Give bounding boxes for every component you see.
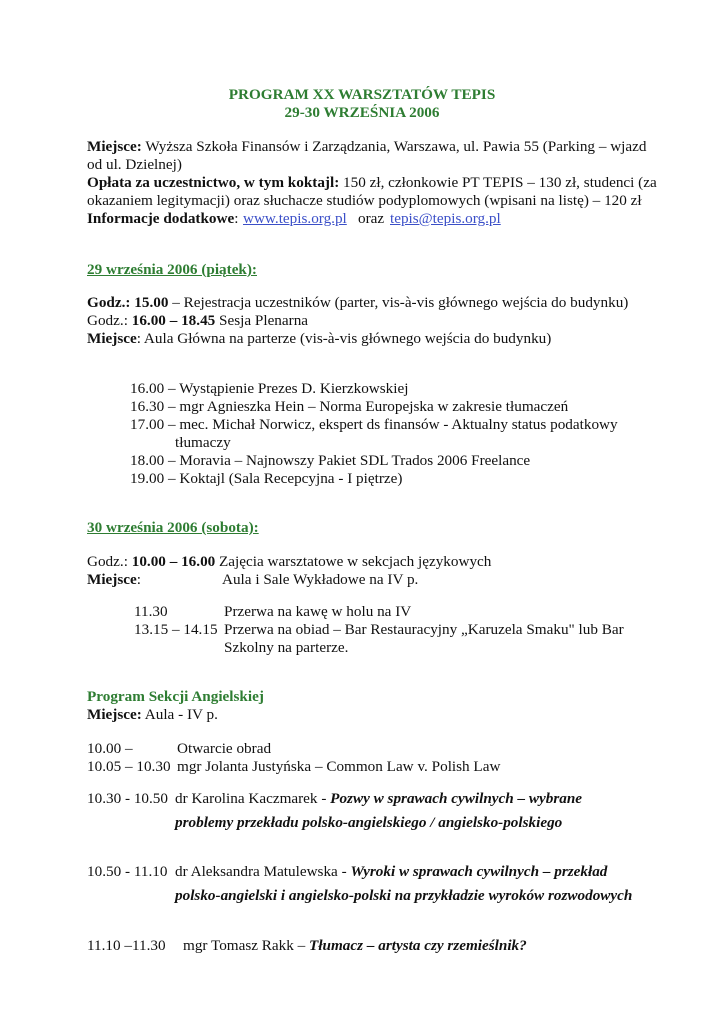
more-info-colon: : [234,210,239,227]
session-time: 10.05 – 10.30 [87,758,171,775]
day1-l1-label: Godz.: [87,294,135,311]
session-line [183,937,527,955]
session-title-continued: problemy przekładu polsko-angielskiego / angielsko-polskiego [175,814,563,831]
place-text: Wyższa Szkoła Finansów i Zarządzania, Warszawa, ul. Pawia 55 (Parking – wjazd [141,138,647,155]
program-dates: 29-30 WRZEŚNIA 2006 [284,104,440,121]
day2-l2-label: Miejsce [87,571,137,588]
session-speaker: mgr Tomasz Rakk – [183,937,310,954]
day2-l1-label: Godz.: [87,553,132,570]
day1-l2-time: 16.00 – 18.45 [131,312,216,329]
more-info-line [87,210,238,228]
place-line-1 [87,138,646,156]
website-link[interactable]: www.tepis.org.pl [243,210,347,227]
day1-l3-text: : Aula Główna na parterze (vis-à-vis głównego wejścia do budynku) [136,330,552,347]
day2-l1-time: 10.00 – 16.00 [131,553,216,570]
english-place-label: Miejsce: [87,706,142,723]
day1-l3-label: Miejsce [87,330,137,347]
place-line-2: od ul. Dzielnej) [87,156,182,173]
session-line [175,790,582,808]
session-time: 10.30 - 10.50 [87,790,168,807]
day1-item: 19.00 – Koktajl (Sala Recepcyjna - I piętrze) [130,470,403,487]
day1-plenary [87,312,308,330]
break1-time: 11.30 [134,603,168,620]
day1-item: 18.00 – Moravia – Najnowszy Pakiet SDL Trados 2006 Freelance [130,452,531,469]
day1-l2-text: Sesja Plenarna [215,312,309,329]
session-line [175,863,607,881]
day2-l2-colon: : [136,571,141,588]
oraz-text: oraz [358,210,385,227]
session-text: Otwarcie obrad [177,740,272,757]
fee-line-1 [87,174,657,192]
session-title: Tłumacz – artysta czy rzemieślnik? [309,937,527,954]
day2-place-label [87,571,141,589]
session-speaker: dr Aleksandra Matulewska - [175,863,351,880]
day1-item-continued: tłumaczy [175,434,231,451]
day1-l1-text: – Rejestracja uczestników (parter, vis-à-vis głównego wejścia do budynku) [168,294,629,311]
break2-text: Przerwa na obiad – Bar Restauracyjny „Karuzela Smaku" lub Bar [224,621,624,638]
english-place [87,706,218,724]
fee-text: 150 zł, członkowie PT TEPIS – 130 zł, studenci (za [339,174,657,191]
session-time: 11.10 –11.30 [87,937,166,954]
session-time: 10.00 – [87,740,133,757]
day2-hours-label [87,553,215,571]
break2-time: 13.15 – 14.15 [134,621,218,638]
day1-place [87,330,551,348]
session-text: mgr Jolanta Justyńska – Common Law v. Polish Law [177,758,501,775]
program-title: PROGRAM XX WARSZTATÓW TEPIS [228,86,496,103]
fee-label: Opłata za uczestnictwo, w tym koktajl: [87,174,340,191]
day2-l2-text: Aula i Sale Wykładowe na IV p. [222,571,419,588]
day1-l1-time: 15.00 [134,294,169,311]
break2-text-continued: Szkolny na parterze. [224,639,349,656]
day1-item: 16.30 – mgr Agnieszka Hein – Norma Europejska w zakresie tłumaczeń [130,398,569,415]
day1-item: 17.00 – mec. Michał Norwicz, ekspert ds finansów - Aktualny status podatkowy [130,416,618,433]
day2-l1-text: Zajęcia warsztatowe w sekcjach językowych [219,553,492,570]
session-title: Wyroki w sprawach cywilnych – przekład [350,863,608,880]
more-info-label: Informacje dodatkowe [87,210,235,227]
day1-l2-label: Godz.: [87,312,132,329]
session-title-continued: polsko-angielski i angielsko-polski na przykładzie wyroków rozwodowych [175,887,633,904]
break1-text: Przerwa na kawę w holu na IV [224,603,412,620]
english-place-text: Aula - IV p. [141,706,218,723]
day2-heading: 30 września 2006 (sobota): [87,519,259,536]
fee-line-2: okazaniem legitymacji) oraz słuchacze studiów podyplomowych (wpisani na listę) – 120 zł [87,192,642,209]
session-speaker: dr Karolina Kaczmarek - [175,790,331,807]
day1-heading: 29 września 2006 (piątek): [87,261,257,278]
day1-registration [87,294,628,312]
place-label: Miejsce: [87,138,142,155]
session-time: 10.50 - 11.10 [87,863,168,880]
english-section-heading: Program Sekcji Angielskiej [87,688,264,705]
email-link[interactable]: tepis@tepis.org.pl [390,210,501,227]
session-title: Pozwy w sprawach cywilnych – wybrane [330,790,583,807]
day1-item: 16.00 – Wystąpienie Prezes D. Kierzkowskiej [130,380,409,397]
